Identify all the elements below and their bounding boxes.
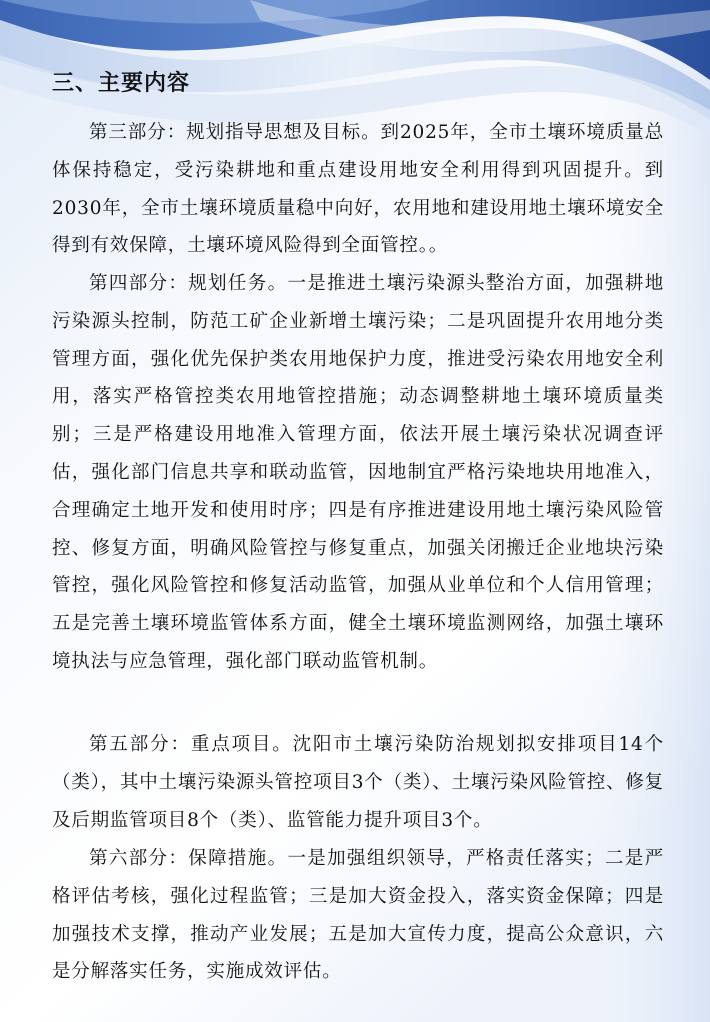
paragraph-part-six: 第六部分：保障措施。一是加强组织领导，严格责任落实；二是严格评估考核，强化过程监管；三是加大资金投入，落实资金保障；四是加强技术支撑，推动产业发展；五是加大宣传力度，提高公众意识，六是分解落实任务，实施成效评估。: [52, 848, 664, 983]
section-title: 三、主要内容: [52, 71, 191, 96]
paragraph-part-three: 第三部分：规划指导思想及目标。到2025年，全市土壤环境质量总体保持稳定，受污染耕地和重点建设用地安全利用得到巩固提升。到2030年，全市土壤环境质量稳中向好，农用地和建设用地土壤环境安全得到有效保障，土壤环境风险得到全面管控。。: [52, 122, 664, 257]
paragraph-part-five: 第五部分：重点项目。沈阳市土壤污染防治规划拟安排项目14个（类），其中土壤污染源头管控项目3个（类）、土壤污染风险管控、修复及后期监管项目8个（类）、监管能力提升项目3个。: [52, 734, 664, 831]
paragraph-part-four: 第四部分：规划任务。一是推进土壤污染源头整治方面，加强耕地污染源头控制，防范工矿企业新增土壤污染；二是巩固提升农用地分类管理方面，强化优先保护类农用地保护力度，推进受污染农用地安全利用，落实严格管控类农用地管控措施；动态调整耕地土壤环境质量类别；三是严格建设用地准入管理方面，依法开展土壤污染状况调查评估，强化部门信息共享和联动监管，因地制宜严格污染地块用地准入，合理确定土地开发和使用时序；四是有序推进建设用地土壤污染风险管控、修复方面，明确风险管控与修复重点，加强关闭搬迁企业地块污染管控，强化风险管控和修复活动监管，加强从业单位和个人信用管理；五是完善土壤环境监管体系方面，健全土壤环境监测网络，加强土壤环境执法与应急管理，强化部门联动监管机制。: [52, 273, 664, 672]
